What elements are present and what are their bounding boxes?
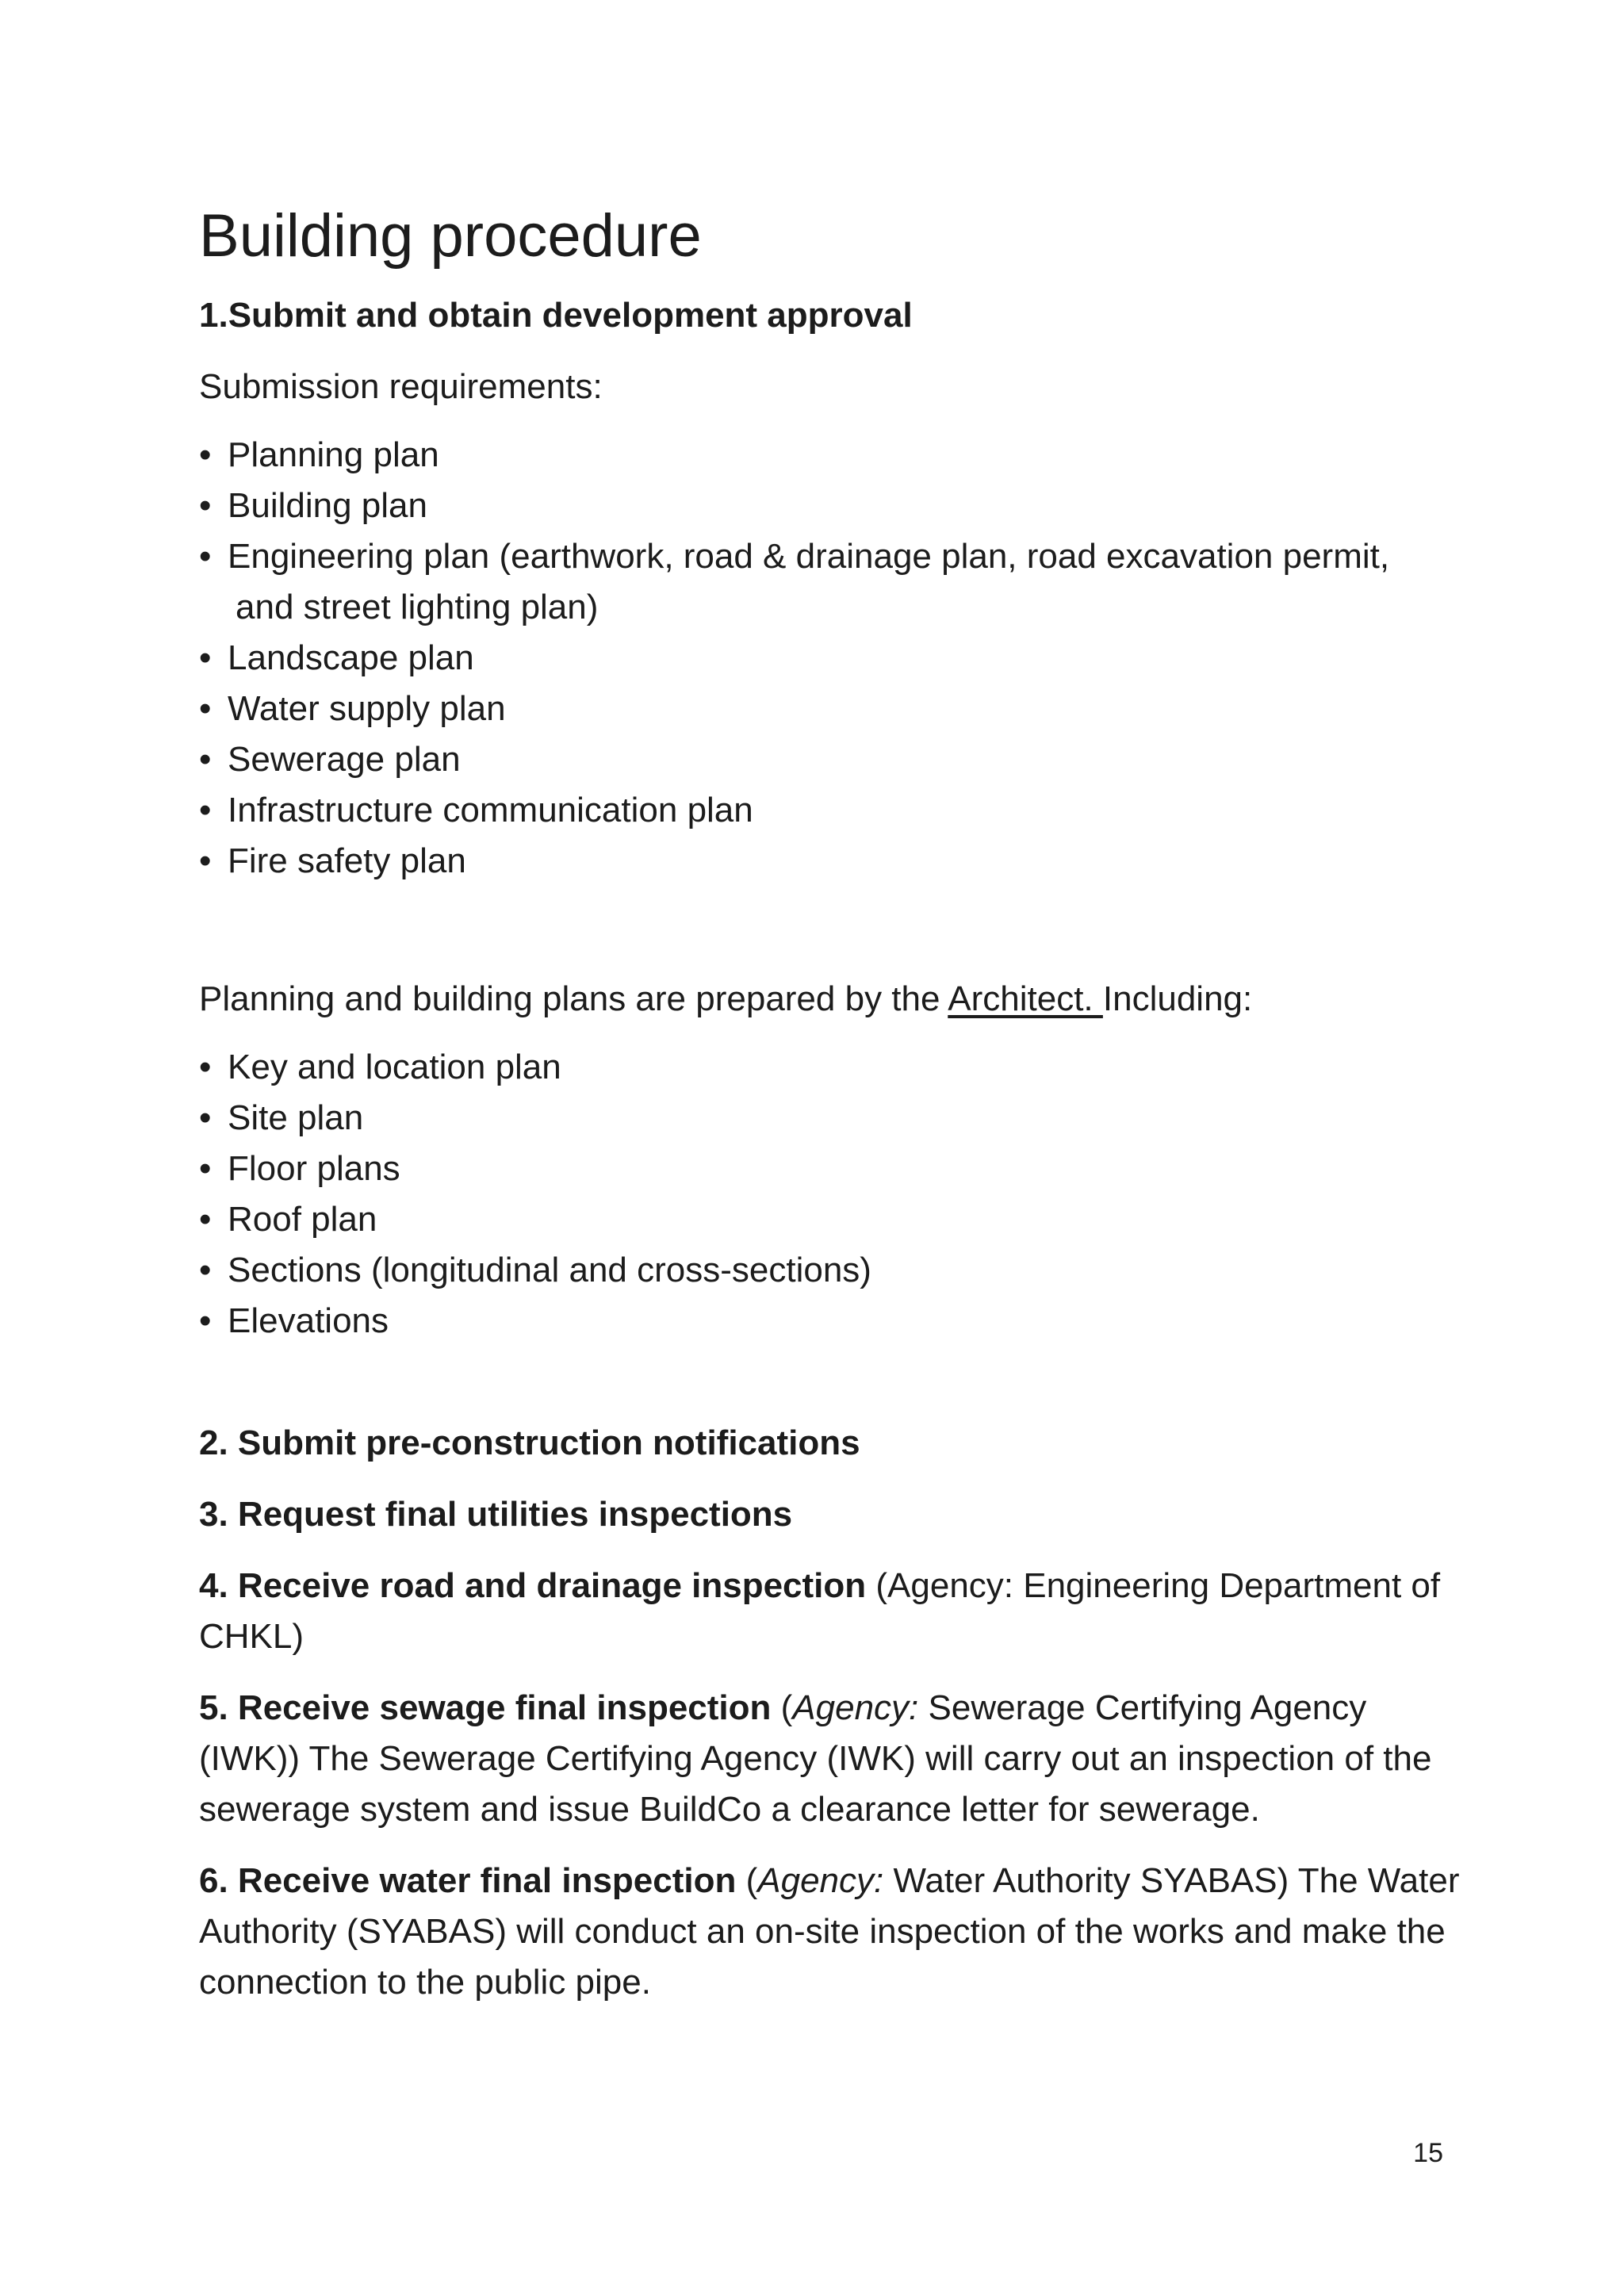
bullet-icon: • — [199, 740, 212, 779]
step-5-heading: 5. Receive sewage final inspection — [199, 1688, 772, 1727]
step-2-heading: 2. Submit pre-construction notifications — [199, 1423, 860, 1462]
list-item: • Infrastructure communication plan — [199, 785, 1468, 836]
list-item: • Floor plans — [199, 1144, 1468, 1194]
list-item: • Landscape plan — [199, 633, 1468, 684]
step-6-paragraph: 6. Receive water final inspection (Agency: Water Authority SYABAS) The Water Authority (SYABAS) will conduct an on-site inspection of the works and make the connection to the public pipe. — [199, 1861, 1460, 2002]
submission-requirements-list — [199, 430, 1468, 887]
step-4-heading: 4. Receive road and drainage inspection — [199, 1566, 867, 1605]
bullet-icon: • — [199, 435, 212, 474]
architect-intro: Planning and building plans are prepared by the Architect. Including: — [199, 979, 1253, 1018]
step-6-text: Water Authority SYABAS) The Water Authority (SYABAS) will conduct an on-site inspection of the works and make the connection to the public pipe. — [199, 1861, 1460, 2002]
list-item: • Water supply plan — [199, 684, 1468, 734]
list-item: • Building plan — [199, 481, 1468, 531]
bullet-icon: • — [199, 791, 212, 829]
list-item: • Fire safety plan — [199, 836, 1468, 887]
bullet-icon: • — [199, 1251, 212, 1289]
step-6-heading: 6. Receive water final inspection — [199, 1861, 737, 1900]
list-item-continuation: and street lighting plan) — [236, 588, 599, 626]
agency-label: Agency: — [792, 1688, 919, 1727]
bullet-icon: • — [199, 1149, 212, 1188]
bullet-icon: • — [199, 638, 212, 677]
list-item: • Elevations — [199, 1296, 1468, 1347]
step-1-heading: 1.Submit and obtain development approval — [199, 296, 913, 335]
agency-label: Agency: — [757, 1861, 884, 1900]
step-5-paragraph: 5. Receive sewage final inspection (Agency: Sewerage Certifying Agency (IWK)) The Sewerage Certifying Agency (IWK) will carry out an inspection of the sewerage system and issue BuildCo a clearance letter for sewerage. — [199, 1688, 1432, 1829]
list-item: • Sewerage plan — [199, 734, 1468, 785]
bullet-icon: • — [199, 486, 212, 525]
submission-requirements-label: Submission requirements: — [199, 367, 603, 406]
architect-plans-list — [199, 1042, 1468, 1347]
bullet-icon: • — [199, 841, 212, 880]
list-item: • Sections (longitudinal and cross-sections) — [199, 1245, 1468, 1296]
bullet-icon: • — [199, 1301, 212, 1340]
page-content — [199, 197, 1468, 2029]
bullet-icon: • — [199, 1048, 212, 1086]
step-4-paragraph — [199, 1561, 1468, 1662]
page-title: Building procedure — [199, 202, 702, 270]
bullet-icon: • — [199, 1200, 212, 1239]
list-item: • Site plan — [199, 1093, 1468, 1144]
architect-link[interactable]: Architect. — [948, 979, 1103, 1018]
step-4-text: (Agency: Engineering Department of CHKL) — [199, 1566, 1441, 1656]
bullet-icon: • — [199, 1098, 212, 1137]
step-5-text: Sewerage Certifying Agency (IWK)) The Sewerage Certifying Agency (IWK) will carry out an inspection of the sewerage system and issue BuildCo a clearance letter for sewerage. — [199, 1688, 1432, 1829]
list-item: • Engineering plan (earthwork, road & drainage plan, road excavation permit, — [199, 531, 1468, 582]
list-item: • Key and location plan — [199, 1042, 1468, 1093]
bullet-icon: • — [199, 537, 212, 576]
step-3-heading: 3. Request final utilities inspections — [199, 1495, 793, 1534]
page-number: 15 — [1413, 2138, 1443, 2168]
bullet-icon: • — [199, 689, 212, 728]
list-item: • Planning plan — [199, 430, 1468, 481]
list-item: • Roof plan — [199, 1194, 1468, 1245]
